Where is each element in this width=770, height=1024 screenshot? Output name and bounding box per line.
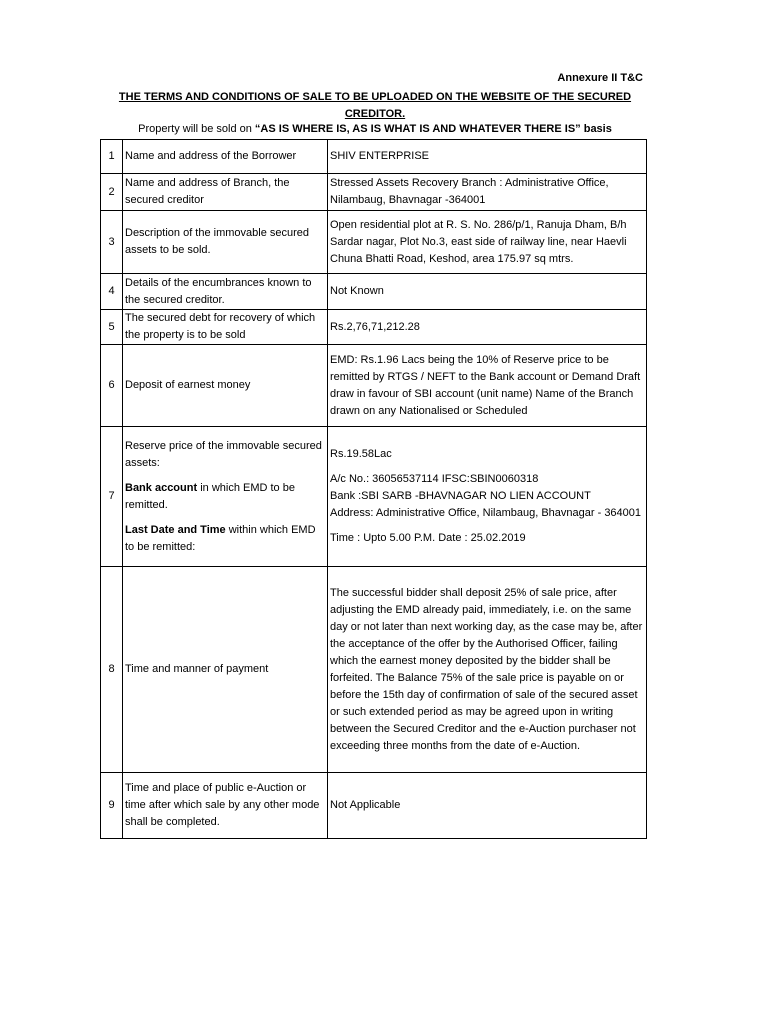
- row-number: 7: [101, 427, 123, 567]
- row-number: 2: [101, 174, 123, 211]
- account-number-value: A/c No.: 36056537114 IFSC:SBIN0060318: [330, 473, 539, 485]
- sale-basis: [100, 122, 650, 137]
- annexure-label: Annexure II T&C: [557, 72, 643, 84]
- row-value: Not Applicable: [328, 773, 647, 839]
- row-description: Name and address of Branch, the secured creditor: [123, 174, 328, 211]
- table-row: [101, 211, 647, 274]
- row-description: Time and place of public e-Auction or time after which sale by any other mode shall be completed.: [123, 773, 328, 839]
- basis-bold: “AS IS WHERE IS, AS IS WHAT IS AND WHATEVER THERE IS” basis: [254, 123, 612, 135]
- row-description: Time and manner of payment: [123, 567, 328, 773]
- title-line-1: THE TERMS AND CONDITIONS OF SALE TO BE UPLOADED ON THE WEBSITE OF THE SECURED: [118, 91, 632, 103]
- table-row: [101, 345, 647, 427]
- row-value: [328, 427, 647, 567]
- reserve-price-value: Rs.19.58Lac: [330, 448, 392, 460]
- bank-account-bold: Bank account: [125, 481, 198, 494]
- table-row: [101, 567, 647, 773]
- row-number: 1: [101, 140, 123, 174]
- row-number: 6: [101, 345, 123, 427]
- table-row: [101, 174, 647, 211]
- basis-prefix: Property will be sold on: [138, 123, 255, 135]
- title-line-2: CREDITOR.: [344, 108, 406, 120]
- table-row: [101, 274, 647, 310]
- terms-table: [100, 139, 647, 839]
- row-value: EMD: Rs.1.96 Lacs being the 10% of Reserve price to be remitted by RTGS / NEFT to the Bank account or Demand Draft draw in favour of SBI account (unit name) Name of the Branch drawn on any Nationalised or Scheduled: [328, 345, 647, 427]
- row-number: 9: [101, 773, 123, 839]
- last-date-bold: Last Date and Time: [125, 523, 226, 536]
- row-description: Description of the immovable secured assets to be sold.: [123, 211, 328, 274]
- bank-name-value: Bank :SBI SARB -BHAVNAGAR NO LIEN ACCOUNT: [330, 490, 591, 502]
- table-row: [101, 773, 647, 839]
- row-number: 5: [101, 310, 123, 345]
- table-row: [101, 310, 647, 345]
- row-value: Stressed Assets Recovery Branch : Administrative Office, Nilambaug, Bhavnagar -364001: [328, 174, 647, 211]
- row-value: The successful bidder shall deposit 25% of sale price, after adjusting the EMD already paid, immediately, i.e. on the same day or not later than next working day, as the case may be, after the acceptance of the offer by the Authorised Officer, failing which the earnest money deposited by the bidder shall be forfeited. The Balance 75% of the sale price is payable on or before the 15th day of confirmation of sale of the secured asset or such extended period as may be agreed upon in writing between the Secured Creditor and the e-Auction purchaser not exceeding three months from the date of e-Auction.: [328, 567, 647, 773]
- row-value: Open residential plot at R. S. No. 286/p/1, Ranuja Dham, B/h Sardar nagar, Plot No.3, east side of railway line, near Haevli Chuna Bhatti Road, Keshod, area 175.97 sq mtrs.: [328, 211, 647, 274]
- row-description: Details of the encumbrances known to the secured creditor.: [123, 274, 328, 310]
- last-date-value: Time : Upto 5.00 P.M. Date : 25.02.2019: [330, 532, 526, 544]
- reserve-price-label: Reserve price of the immovable secured assets:: [125, 439, 322, 469]
- last-date-rest: within which EMD to be remitted:: [125, 523, 316, 553]
- table-row: [101, 427, 647, 567]
- row-description: [123, 427, 328, 567]
- document-title: [100, 89, 650, 123]
- row-value: Not Known: [328, 274, 647, 310]
- row-number: 4: [101, 274, 123, 310]
- row-value: SHIV ENTERPRISE: [328, 140, 647, 174]
- bank-address-value: Address: Administrative Office, Nilambaug, Bhavnagar - 364001: [330, 507, 642, 519]
- bank-account-label: [125, 480, 325, 514]
- row-number: 8: [101, 567, 123, 773]
- row-value: Rs.2,76,71,212.28: [328, 310, 647, 345]
- bank-account-rest: in which EMD to be remitted.: [125, 481, 295, 511]
- row-number: 3: [101, 211, 123, 274]
- row-description: The secured debt for recovery of which the property is to be sold: [123, 310, 328, 345]
- row-description: Deposit of earnest money: [123, 345, 328, 427]
- row-description: Name and address of the Borrower: [123, 140, 328, 174]
- table-row: [101, 140, 647, 174]
- last-date-label: [125, 522, 325, 556]
